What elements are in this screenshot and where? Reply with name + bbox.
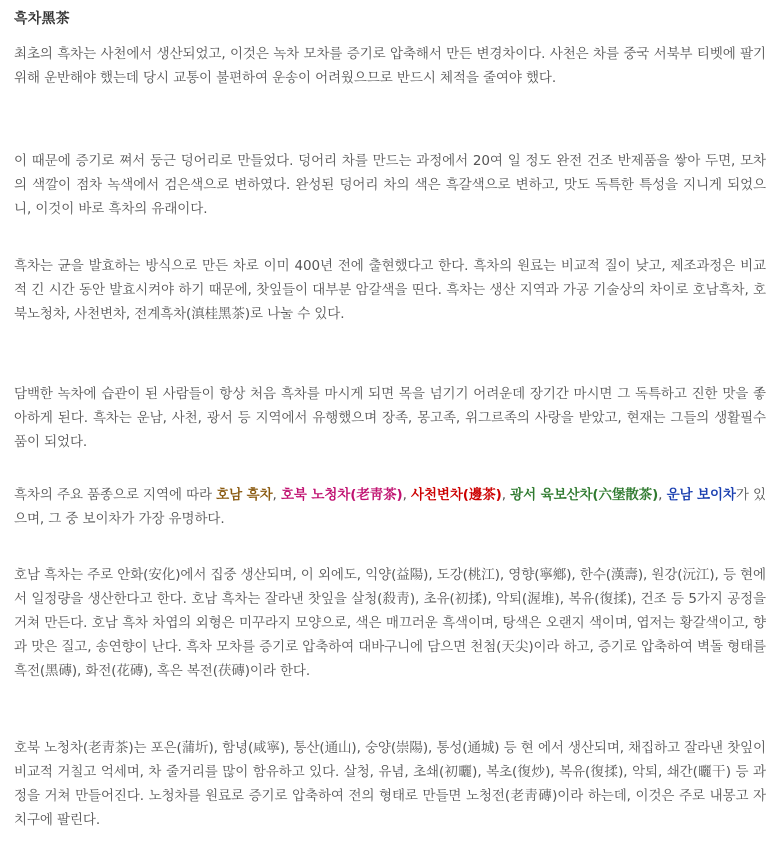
paragraph-hunan: 호남 흑차는 주로 안화(安化)에서 집중 생산되며, 이 외에도, 익양(益陽), 도강(桃江), 영향(寧鄕), 한수(漢壽), 원강(沅江), 등 현에서 일정량을 생산한다고 한다. 호남 흑차는 잘라낸 찻잎을 살청(殺靑), 초유(初揉), 악퇴(渥堆), 복유(復揉), 건조 등 5가지 공정을 거쳐 만든다. 호남 흑차 차엽의 외형은 미꾸라지 모양으로, 색은 매끄러운 흑색이며, 탕색은 오랜지 색이며, 엽저는 황갈색이고, 향과 맛은 질고, 송연향이 난다. 흑차 모차를 증기로 압축하여 대바구니에 담으면 천첨(天尖)이라 하고, 증기로 압축하여 벽돌 형태를 흑전(黑磚), 화전(花磚), 혹은 복전(茯磚)이라 한다.: [14, 567, 766, 679]
variety-guangxi: 광서 육보산차(六堡散茶): [510, 487, 659, 503]
varieties-sep-3: ,: [501, 487, 511, 503]
paragraph-fermentation: 흑차는 균을 발효하는 방식으로 만든 차로 이미 400년 전에 출현했다고 한다. 흑차의 원료는 비교적 질이 낮고, 제조과정은 비교적 긴 시간 동안 발효시켜야 하기 때문에, 찻잎들이 대부분 암갈색을 띤다. 흑차는 생산 지역과 가공 기술상의 차이로 호남흑차, 호북노청차, 사천변차, 전계흑차(滇桂黑茶)로 나눌 수 있다.: [14, 258, 766, 322]
variety-sichuan: 사천변차(邊茶): [411, 487, 502, 503]
paragraph-history: 이 때문에 증기로 쪄서 둥근 덩어리로 만들었다. 덩어리 차를 만드는 과정에서 20여 일 정도 완전 건조 반제품을 쌓아 두면, 모차의 색깔이 점차 녹색에서 검은색으로 변하였다. 완성된 덩어리 차의 색은 흑갈색으로 변하고, 맛도 독특한 특성을 지니게 되었으니, 이것이 바로 흑차의 유래이다.: [14, 153, 766, 217]
varieties-outro: 가 있으며, 그 중 보이차가 가장 유명하다.: [14, 487, 766, 527]
paragraph-taste: 담백한 녹차에 습관이 된 사람들이 항상 처음 흑차를 마시게 되면 목을 넘기기 어려운데 장기간 마시면 그 독특하고 진한 맛을 좋아하게 된다. 흑차는 운남, 사천, 광서 등 지역에서 유행했으며 장족, 몽고족, 위그르족의 사랑을 받았고, 현재는 그들의 생활필수품이 되었다.: [14, 386, 766, 450]
variety-hubei: 호북 노청차(老靑茶): [280, 487, 403, 503]
paragraph-origin: 최초의 흑차는 사천에서 생산되었고, 이것은 녹차 모차를 증기로 압축해서 만든 변경차이다. 사천은 차를 중국 서북부 티벳에 팔기 위해 운반해야 했는데 당시 교통이 불편하여 운송이 어려웠으므로 반드시 체적을 줄여야 했다.: [14, 46, 766, 86]
varieties-sep-2: ,: [402, 487, 412, 503]
variety-yunnan: 운남 보이차: [666, 487, 736, 503]
article-title: 흑차黑茶: [14, 11, 70, 27]
paragraph-varieties: [14, 483, 766, 531]
varieties-sep-1: ,: [272, 487, 281, 503]
paragraph-hubei: 호북 노청차(老靑茶)는 포은(蒲圻), 함녕(咸寧), 통산(通山), 숭양(崇陽), 통성(通城) 등 현 에서 생산되며, 채집하고 잘라낸 찻잎이 비교적 거칠고 억세며, 차 줄거리를 많이 함유하고 있다. 살청, 유념, 초쇄(初曬), 복초(復炒), 복유(復揉), 악퇴, 쇄간(曬干) 등 과정을 거쳐 만들어진다. 노청차를 원료로 증기로 압축하여 전의 형태로 만들면 노청전(老靑磚)이라 하는데, 이것은 주로 내몽고 자치구에 팔린다.: [14, 740, 766, 828]
varieties-sep-4: ,: [658, 487, 667, 503]
variety-hunan: 호남 흑차: [216, 487, 273, 503]
varieties-intro: 흑차의 주요 품종으로 지역에 따라: [14, 487, 217, 503]
